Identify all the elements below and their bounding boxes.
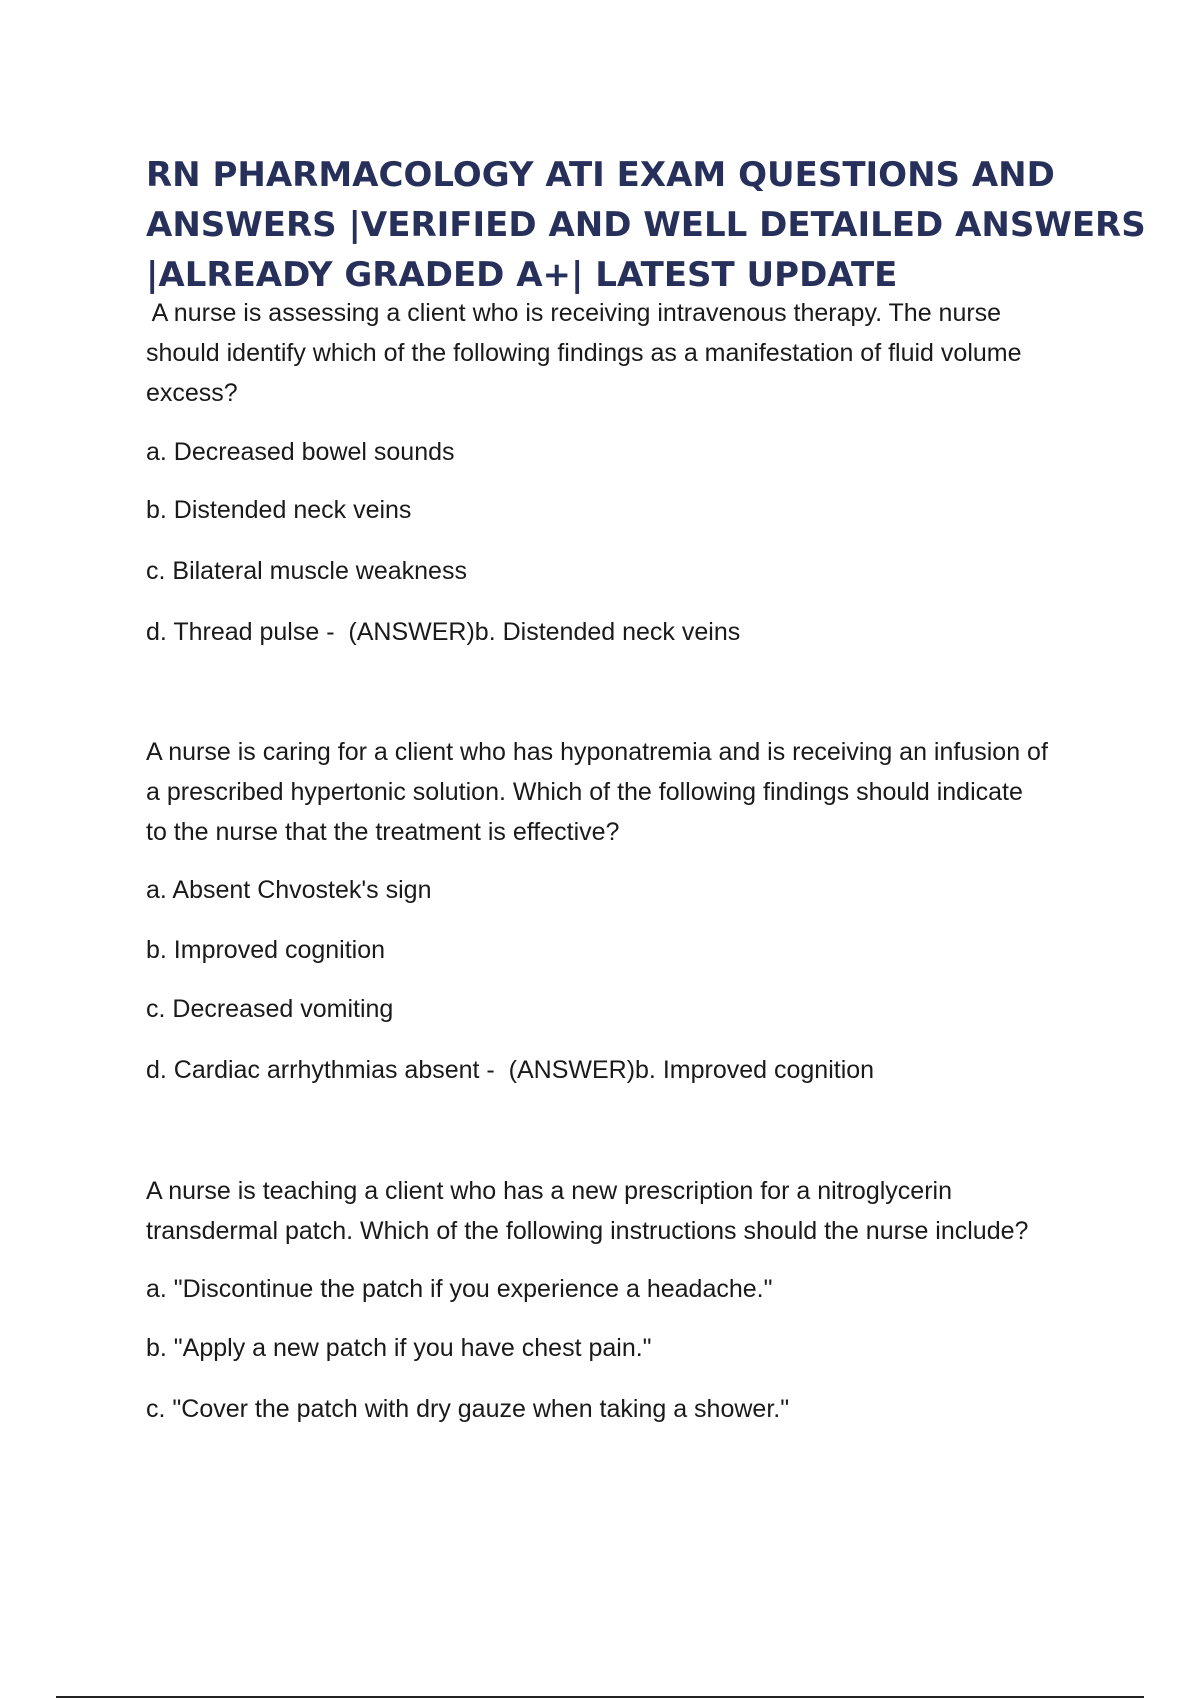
question-line: to the nurse that the treatment is effective?: [146, 818, 620, 846]
question-line: a prescribed hypertonic solution. Which of the following findings should indicate: [146, 778, 1023, 806]
question-1-option-c: c. Bilateral muscle weakness: [146, 557, 467, 585]
question-3-option-a: a. "Discontinue the patch if you experience a headache.": [146, 1275, 773, 1303]
question-1-text: [146, 293, 1086, 413]
question-3-option-c: c. "Cover the patch with dry gauze when taking a shower.": [146, 1395, 790, 1423]
question-2-option-d-answer: d. Cardiac arrhythmias absent - (ANSWER)b. Improved cognition: [146, 1056, 875, 1084]
page-bottom-divider: [56, 1696, 1144, 1698]
title-line: ANSWERS |VERIFIED AND WELL DETAILED ANSWERS: [146, 205, 1146, 245]
question-1-option-a: a. Decreased bowel sounds: [146, 438, 455, 466]
question-line: excess?: [146, 379, 238, 407]
question-2-option-c: c. Decreased vomiting: [146, 995, 394, 1023]
question-3-option-b: b. "Apply a new patch if you have chest pain.": [146, 1334, 652, 1362]
question-1-option-d-answer: d. Thread pulse - (ANSWER)b. Distended neck veins: [146, 618, 741, 646]
question-line: should identify which of the following findings as a manifestation of fluid volume: [146, 339, 1022, 367]
question-line: transdermal patch. Which of the following instructions should the nurse include?: [146, 1217, 1029, 1245]
title-line: RN PHARMACOLOGY ATI EXAM QUESTIONS AND: [146, 155, 1055, 195]
title-line: |ALREADY GRADED A+| LATEST UPDATE: [146, 255, 898, 295]
question-3-text: [146, 1171, 1086, 1251]
question-2-text: [146, 732, 1086, 852]
question-1-option-b: b. Distended neck veins: [146, 496, 412, 524]
question-line: A nurse is caring for a client who has hyponatremia and is receiving an infusion of: [146, 738, 1048, 766]
question-2-option-a: a. Absent Chvostek's sign: [146, 876, 432, 904]
question-line: A nurse is teaching a client who has a new prescription for a nitroglycerin: [146, 1177, 952, 1205]
question-line: A nurse is assessing a client who is receiving intravenous therapy. The nurse: [146, 299, 1002, 327]
document-title: [146, 150, 1146, 300]
question-2-option-b: b. Improved cognition: [146, 936, 386, 964]
